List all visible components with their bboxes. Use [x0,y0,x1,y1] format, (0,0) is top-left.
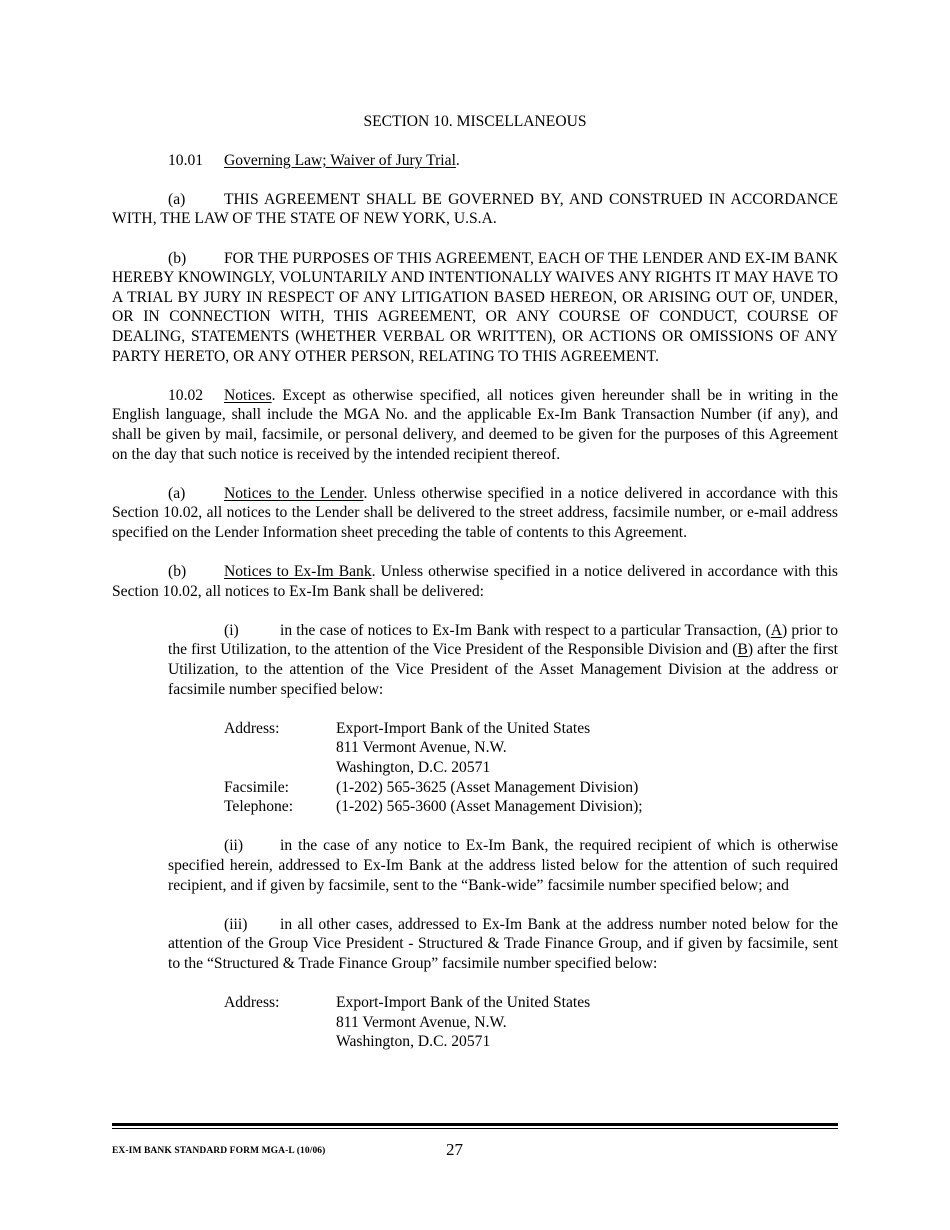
address-key: Telephone: [224,798,294,816]
footer-rule-thick [112,1123,838,1126]
paragraph-label: (b) [168,249,187,267]
section-10-02 [112,386,838,464]
paragraph-heading: Notices to the Lender [224,484,364,502]
footer-form-label: EX-IM BANK STANDARD FORM MGA-L (10/06) [112,1146,326,1156]
section-number: 10.02 [168,386,204,404]
address-row [224,719,838,739]
address-key [224,1032,336,1052]
item-label: (iii) [224,915,248,933]
address-row [224,993,838,1013]
section-heading: Notices [224,386,272,404]
address-row [224,1013,838,1033]
paragraph-10-02-a [112,484,838,543]
address-key [224,1013,336,1033]
paragraph-text: THIS AGREEMENT SHALL BE GOVERNED BY, AND CONSTRUED IN ACCORDANCE WITH, THE LAW OF THE STATE OF NEW YORK, U.S.A. [112,190,838,228]
paragraph-label: (a) [168,484,186,502]
address-key [224,758,336,778]
address-value: (1-202) 565-3600 (Asset Management Division); [336,798,643,816]
address-key: Facsimile: [224,778,289,796]
paragraph-text: . Unless otherwise specified in a notice delivered in accordance with this Section 10.02, all notices to the Lender shall be delivered to the street address, facsimile number, or e-mail address specified on the Lender Information sheet preceding the table of contents to this Agreement. [112,484,838,541]
address-key: Address: [224,994,280,1012]
address-block-1 [224,719,838,817]
section-heading: Governing Law; Waiver of Jury Trial [224,151,456,169]
paragraph-text: . Unless otherwise specified in a notice delivered in accordance with this Section 10.02, all notices to Ex-Im Bank shall be delivered: [112,563,838,600]
paragraph-10-01-a [112,190,838,229]
subitems-group [168,621,838,1052]
page-number: 27 [446,1140,463,1159]
address-value: Export-Import Bank of the United States [336,994,591,1012]
address-row [224,758,838,778]
item-marker-a: A [770,621,783,639]
section-10-01-heading [112,151,838,171]
address-value: 811 Vermont Avenue, N.W. [336,1013,507,1031]
address-value: Washington, D.C. 20571 [336,759,491,776]
item-label: (ii) [224,837,244,855]
item-iii [168,915,838,974]
item-i [168,621,838,699]
section-number: 10.01 [168,151,204,169]
footer-rule-thin [112,1128,838,1129]
paragraph-label: (a) [168,190,186,208]
paragraph-text: . Except as otherwise specified, all notices given hereunder shall be in writing in the English language, shall include the MGA No. and the applicable Ex-Im Bank Transaction Number (if any), and shall be given by mail, facsimile, or personal delivery, and deemed to be given for the purposes of this Agreement on the day that such notice is received by the intended recipient thereof. [112,386,838,463]
address-value: (1-202) 565-3625 (Asset Management Division) [336,778,639,796]
address-key [224,738,336,758]
item-text-1: in the case of notices to Ex-Im Bank with respect to a particular Transaction, ( [280,621,771,639]
item-text: in the case of any notice to Ex-Im Bank, the required recipient of which is otherwise specified herein, addressed to Ex-Im Bank at the address listed below for the attention of such required recipient, and if given by facsimile, sent to the “Bank-wide” facsimile number specified below; and [168,837,838,894]
address-block-2 [224,993,838,1052]
paragraph-10-02-b [112,562,838,601]
item-text-2: ) prior to the first Utilization, to the attention of the Vice President of the Responsible Division and ( [168,621,838,659]
address-row [224,738,838,758]
item-ii [168,836,838,895]
paragraph-text: FOR THE PURPOSES OF THIS AGREEMENT, EACH OF THE LENDER AND EX-IM BANK HEREBY KNOWINGLY, VOLUNTARILY AND INTENTIONALLY WAIVES ANY RIGHTS IT MAY HAVE TO A TRIAL BY JURY IN RESPECT OF ANY LITIGATION BASED HEREON, OR ARISING OUT OF, UNDER, OR IN CONNECTION WITH, THIS AGREEMENT, OR ANY COURSE OF CONDUCT, COURSE OF DEALING, STATEMENTS (WHETHER VERBAL OR WRITTEN), OR ACTIONS OR OMISSIONS OF ANY PARTY HERETO, OR ANY OTHER PERSON, RELATING TO THIS AGREEMENT. [112,249,838,365]
paragraph-heading: Notices to Ex-Im Bank [224,563,372,581]
heading-tail: . [455,151,460,169]
address-key: Address: [224,719,280,737]
telephone-row [224,797,838,817]
item-text: in all other cases, addressed to Ex-Im Bank at the address number noted below for the attention of the Group Vice President - Structured & Trade Finance Group, and if given by facsimile, sent to the “Structured & Trade Finance Group” facsimile number specified below: [168,915,838,972]
document-body [112,112,838,1072]
item-label: (i) [224,621,239,639]
address-row [224,1032,838,1052]
paragraph-label: (b) [168,563,187,581]
item-marker-b: B [737,641,748,659]
section-title: SECTION 10. MISCELLANEOUS [363,113,587,130]
address-value: Washington, D.C. 20571 [336,1033,491,1051]
address-value: Export-Import Bank of the United States [336,719,591,737]
address-value: 811 Vermont Avenue, N.W. [336,739,507,757]
paragraph-10-01-b [112,249,838,367]
facsimile-row [224,778,838,798]
item-text-3: ) after the first Utilization, to the attention of the Vice President of the Asset Management Division at the address or facsimile number specified below: [168,641,838,698]
